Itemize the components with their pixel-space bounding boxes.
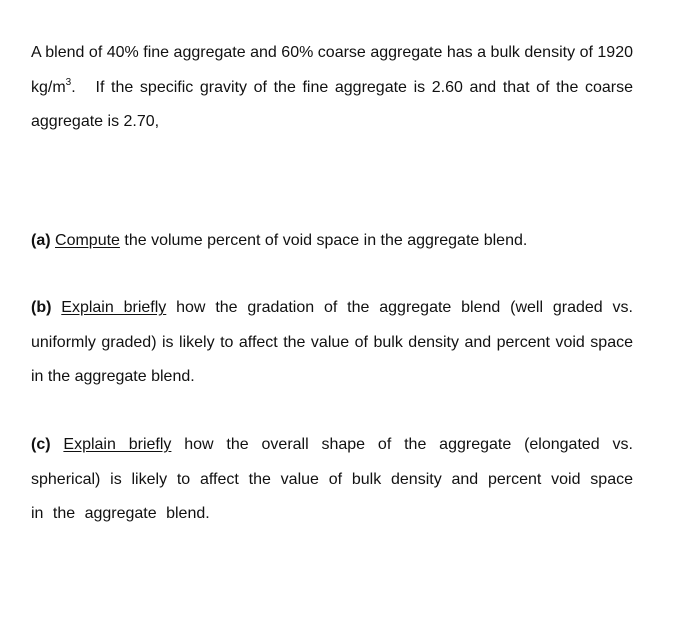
question-c-label: (c) [31,436,51,453]
question-b-verb: Explain briefly [61,299,167,316]
question-c-verb: Explain briefly [63,436,172,453]
intro-text-2: . If the specific gravity of the fine aggregate is 2.60 and that of the coarse aggregate is 2.70, [31,78,638,130]
question-a-text: the volume percent of void space in the aggregate blend. [119,232,528,249]
question-b-text: how the gradation of the aggregate blend (well graded vs. uniformly graded) is likely to affect the value of bulk density and percent void space in the aggregate blend. [31,299,633,385]
question-a-label: (a) [31,232,51,249]
question-a [31,224,633,259]
intro-text-1: A blend of 40% fine aggregate and 60% coarse aggregate has a bulk density of 1920 kg/m [31,44,633,96]
question-a-verb: Compute [55,232,120,249]
cubic-superscript: 3 [65,76,72,88]
question-b-label: (b) [31,299,52,316]
question-b [31,291,633,395]
question-c-text: how the overall shape of the aggregate (elongated vs. spherical) is likely to affect the value of bulk density and percent void space in the aggregate blend. [31,436,633,522]
question-c [31,428,633,532]
problem-statement [31,36,638,140]
